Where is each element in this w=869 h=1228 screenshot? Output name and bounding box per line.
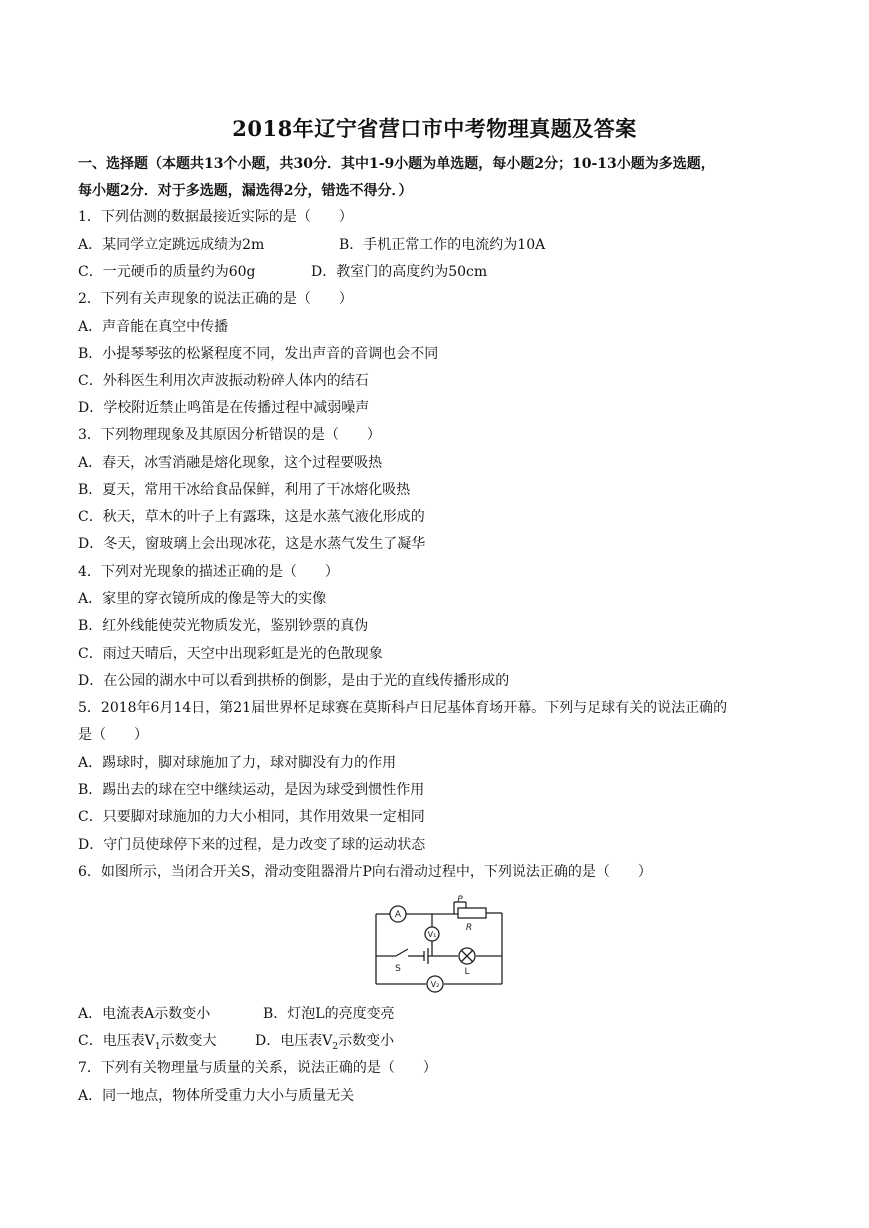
question-1-stem: 1．下列估测的数据最接近实际的是（ ） bbox=[78, 209, 353, 225]
question-5-option-d: D．守门员使球停下来的过程，是力改变了球的运动状态 bbox=[78, 837, 426, 853]
voltmeter2-label: V₂ bbox=[430, 980, 440, 989]
question-7-stem: 7．下列有关物理量与质量的关系，说法正确的是（ ） bbox=[78, 1060, 437, 1076]
question-6-option-d: D．电压表$V_2$示数变小 bbox=[255, 1033, 395, 1052]
question-3-option-c: C．秋天，草木的叶子上有露珠，这是水蒸气液化形成的 bbox=[78, 509, 425, 525]
question-2-option-d: D．学校附近禁止鸣笛是在传播过程中减弱噪声 bbox=[78, 400, 370, 416]
question-6-option-c: C．电压表$V_1$示数变大 bbox=[78, 1033, 217, 1052]
question-4-option-c: C．雨过天晴后，天空中出现彩虹是光的色散现象 bbox=[78, 646, 383, 662]
question-2-option-c: C．外科医生利用次声波振动粉碎人体内的结石 bbox=[78, 373, 369, 389]
page-title: 2018年辽宁省营口市中考物理真题及答案 bbox=[232, 116, 637, 141]
question-5-stem-line2: 是（ ） bbox=[78, 727, 148, 743]
question-2-option-a: A．声音能在真空中传播 bbox=[78, 319, 229, 335]
question-5-option-b: B．踢出去的球在空中继续运动，是因为球受到惯性作用 bbox=[78, 782, 425, 798]
question-2-stem: 2．下列有关声现象的说法正确的是（ ） bbox=[78, 291, 353, 307]
slider-label: P bbox=[457, 895, 463, 905]
question-1-option-a: A．某同学立定跳远成绩为2m bbox=[78, 237, 265, 253]
question-5-option-a: A．踢球时，脚对球施加了力，球对脚没有力的作用 bbox=[78, 755, 397, 771]
question-6-option-b: B．灯泡L的亮度变亮 bbox=[263, 1006, 395, 1022]
question-1-option-d: D．教室门的高度约为50cm bbox=[311, 264, 488, 280]
question-6-stem: 6．如图所示，当闭合开关S，滑动变阻器滑片P向右滑动过程中，下列说法正确的是（ ） bbox=[78, 864, 652, 880]
question-7-option-a: A．同一地点，物体所受重力大小与质量无关 bbox=[78, 1088, 355, 1104]
question-6-option-a: A．电流表A示数变小 bbox=[78, 1006, 211, 1022]
question-4-stem: 4．下列对光现象的描述正确的是（ ） bbox=[78, 564, 339, 580]
question-5-stem-line1: 5．2018年6月14日，第21届世界杯足球赛在莫斯科卢日尼基体育场开幕。下列与足球有关的说法正确的 bbox=[78, 700, 728, 716]
question-3-option-a: A．春天，冰雪消融是熔化现象，这个过程要吸热 bbox=[78, 455, 383, 471]
question-3-stem: 3．下列物理现象及其原因分析错误的是（ ） bbox=[78, 427, 381, 443]
section-heading-line1: 一、选择题（本题共13个小题，共30分．其中1-9小题为单选题，每小题2分；10-13小题为多选题， bbox=[78, 156, 715, 172]
question-4-option-b: B．红外线能使荧光物质发光，鉴别钞票的真伪 bbox=[78, 618, 369, 634]
question-5-option-c: C．只要脚对球施加的力大小相同，其作用效果一定相同 bbox=[78, 809, 425, 825]
question-2-option-b: B．小提琴琴弦的松紧程度不同，发出声音的音调也会不同 bbox=[78, 346, 439, 362]
resistor-label: R bbox=[465, 923, 473, 933]
question-4-option-d: D．在公园的湖水中可以看到拱桥的倒影，是由于光的直线传播形成的 bbox=[78, 673, 510, 689]
lamp-label: L bbox=[464, 967, 470, 977]
question-1-option-c: C．一元硬币的质量约为60g bbox=[78, 264, 256, 280]
question-4-option-a: A．家里的穿衣镜所成的像是等大的实像 bbox=[78, 591, 327, 607]
switch-label: S bbox=[395, 964, 401, 974]
ammeter-label: A bbox=[394, 910, 402, 920]
question-3-option-b: B．夏天，常用干冰给食品保鲜，利用了干冰熔化吸热 bbox=[78, 482, 411, 498]
question-1-option-b: B．手机正常工作的电流约为10A bbox=[339, 237, 546, 253]
section-heading-line2: 每小题2分．对于多选题，漏选得2分，错选不得分．） bbox=[78, 183, 413, 199]
voltmeter1-label: V₁ bbox=[427, 930, 437, 939]
circuit-diagram bbox=[368, 894, 508, 998]
question-3-option-d: D．冬天，窗玻璃上会出现冰花，这是水蒸气发生了凝华 bbox=[78, 536, 426, 552]
